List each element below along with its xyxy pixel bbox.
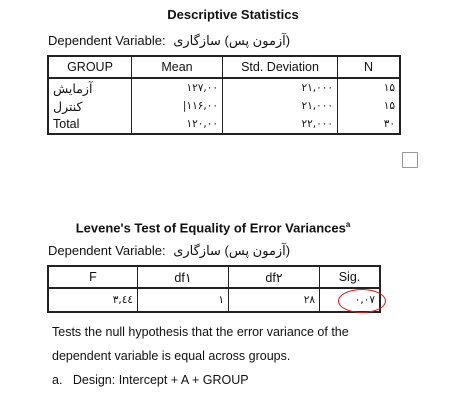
table-header-row — [48, 266, 380, 288]
note-line-2: dependent variable is equal across groups. — [52, 349, 291, 363]
header-mean: Mean — [132, 56, 223, 78]
table-row — [48, 288, 380, 312]
row-mean: ۱۲۷,۰۰ — [132, 78, 223, 97]
header-f: F — [48, 266, 138, 288]
row-mean: |۱۱۶,۰۰ — [132, 97, 223, 115]
row-sd: ۲۲,۰۰۰ — [223, 115, 338, 134]
descriptive-title: Descriptive Statistics — [167, 7, 299, 22]
descriptive-table — [47, 55, 401, 135]
row-group: کنترل — [48, 97, 132, 115]
value-f: ۳,٤٤ — [48, 288, 138, 312]
value-sig: ۰,۰۷ — [354, 294, 375, 306]
highlight-circle — [338, 289, 386, 313]
table-header-row — [48, 56, 400, 78]
row-sd: ۲۱,۰۰۰ — [223, 97, 338, 115]
row-group: Total — [48, 115, 132, 134]
dependent-value: (آزمون پس) سازگاری — [173, 243, 291, 258]
header-group: GROUP — [48, 56, 132, 78]
dependent-value: (آزمون پس) سازگاری — [173, 33, 291, 48]
levene-superscript: a — [345, 220, 351, 229]
value-df2: ۲۸ — [229, 288, 320, 312]
row-sd: ۲۱,۰۰۰ — [223, 78, 338, 97]
value-df1: ۱ — [138, 288, 229, 312]
row-n: ۱۵ — [383, 82, 395, 94]
descriptive-dependent-variable — [48, 33, 290, 49]
row-group: آزمایش — [48, 78, 132, 97]
table-row — [48, 97, 400, 115]
row-n: ۳۰ — [383, 118, 395, 130]
levene-dependent-variable — [48, 243, 290, 259]
empty-checkbox[interactable] — [402, 152, 418, 168]
levene-table — [47, 265, 381, 313]
header-n: N — [338, 56, 401, 78]
levene-title: Levene's Test of Equality of Error Variances$^a$ — [75, 220, 351, 236]
table-row — [48, 115, 400, 134]
header-df1: df۱ — [138, 266, 229, 288]
row-n: ۱۵ — [383, 100, 395, 112]
header-df2: df۲ — [229, 266, 320, 288]
note-line-3: a. Design: Intercept + A + GROUP — [52, 373, 249, 387]
header-std-deviation: Std. Deviation — [223, 56, 338, 78]
header-sig: Sig. — [320, 266, 381, 288]
table-row — [48, 78, 400, 97]
dependent-label: Dependent Variable: — [48, 33, 166, 48]
dependent-label: Dependent Variable: — [48, 243, 166, 258]
row-mean: ۱۲۰,۰۰ — [132, 115, 223, 134]
note-line-1: Tests the null hypothesis that the error variance of the — [52, 325, 349, 339]
